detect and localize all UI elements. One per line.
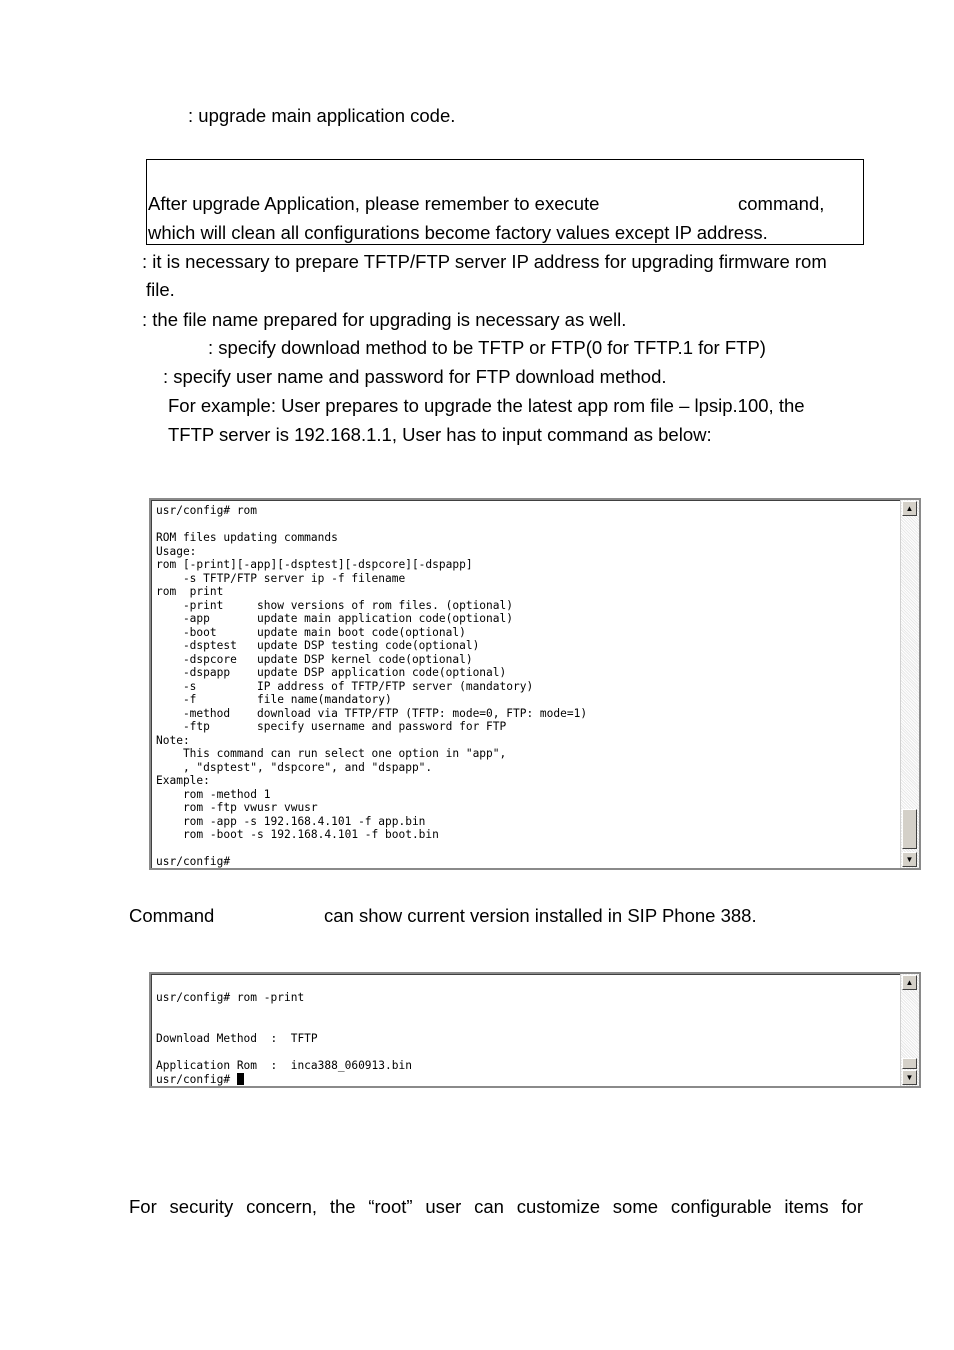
note-box [146,159,864,245]
vertical-scrollbar[interactable] [900,974,919,1086]
note-line-2: which will clean all configurations become factory values except IP address. [148,222,768,243]
terminal-prompt-line[interactable] [156,1073,244,1087]
terminal-window-rom-print[interactable] [149,972,921,1088]
scroll-thumb[interactable] [902,1058,917,1069]
command-text-pre: Command [129,905,215,926]
scroll-down-arrow-icon[interactable]: ▼ [902,852,917,867]
example-line-2: TFTP server is 192.168.1.1, User has to input command as below: [168,424,712,445]
scroll-thumb[interactable] [902,809,917,849]
param-s-description-cont: file. [146,279,175,300]
note-line-1-pre: After upgrade Application, please remember to execute [148,193,600,214]
terminal-output: usr/config# rom ROM files updating commands Usage: rom [-print][-app][-dsptest][-dspcore][-dspapp] -s TFTP/FTP server ip -f filename rom print -print show versions of rom files. (optional) -app update main application code(optional) -boot update main boot code(optional) -dsptest update DSP testing code(optional) -dspcore update DSP kernel code(optional) -dspapp update DSP application code(optional) -s IP address of TFTP/FTP server (mandatory) -f file name(mandatory) -method download via TFTP/FTP (TFTP: mode=0, FTP: mode=1) -ftp specify username and password for FTP Note: This command can run select one option in "app", , "dsptest", "dspcore", and "dspapp". Example: rom -method 1 rom -ftp vwusr vwusr rom -app -s 192.168.4.101 -f app.bin rom -boot -s 192.168.4.101 -f boot.bin usr/config# [156,504,588,868]
terminal-prompt: usr/config# [156,1073,237,1086]
vertical-scrollbar[interactable] [900,500,919,868]
scroll-up-arrow-icon[interactable]: ▲ [902,975,917,990]
note-line-1-post: command, [738,193,825,214]
param-method-description: : specify download method to be TFTP or FTP(0 for TFTP.1 for FTP) [208,337,766,358]
param-ftp-description: : specify user name and password for FTP download method. [163,366,667,387]
text-cursor-icon [237,1073,244,1085]
param-s-description: : it is necessary to prepare TFTP/FTP server IP address for upgrading firmware rom [142,251,827,272]
scroll-up-arrow-icon[interactable]: ▲ [902,501,917,516]
security-paragraph: For security concern, the “root” user can customize some configurable items for [129,1196,863,1217]
terminal-output-print: usr/config# rom -print Download Method : TFTP Application Rom : inca388_060913.bin [156,991,412,1072]
command-text-post: can show current version installed in SIP Phone 388. [324,905,757,926]
terminal-window-rom-help[interactable] [149,498,921,870]
example-line-1: For example: User prepares to upgrade the latest app rom file – lpsip.100, the [168,395,805,416]
scroll-down-arrow-icon[interactable]: ▼ [902,1070,917,1085]
param-f-description: : the file name prepared for upgrading is necessary as well. [142,309,627,330]
upgrade-app-description: : upgrade main application code. [188,105,456,126]
